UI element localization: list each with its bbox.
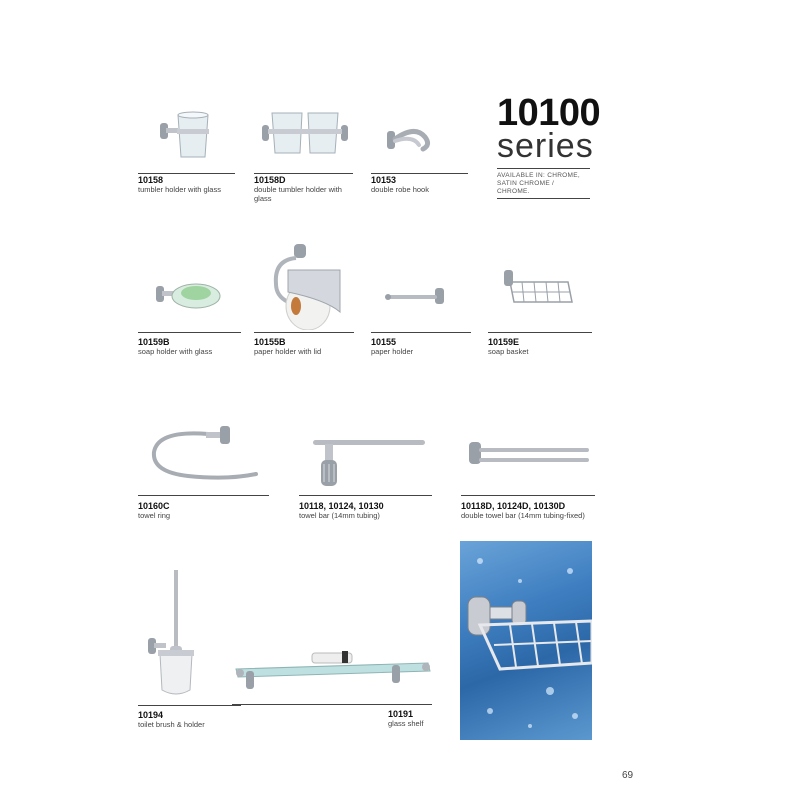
product-desc: double robe hook — [371, 185, 429, 194]
product-desc: toilet brush & holder — [138, 720, 205, 729]
availability-line-3: CHROME. — [497, 188, 530, 195]
product-rule — [138, 332, 241, 333]
product-desc: glass shelf — [388, 719, 424, 728]
product-rule — [371, 332, 471, 333]
product-code: 10159E — [488, 337, 520, 347]
product-10159E — [488, 268, 592, 368]
glass-shelf-image — [232, 645, 432, 695]
product-code: 10191 — [388, 709, 414, 719]
product-code: 10158D — [254, 175, 286, 185]
paper-holder-image — [383, 282, 453, 312]
page-number: 69 — [622, 770, 634, 781]
series-word: series — [497, 127, 594, 165]
product-rule — [138, 173, 235, 174]
product-10158D — [254, 105, 354, 205]
product-10159B — [138, 268, 238, 368]
soap-basket-image — [498, 268, 578, 310]
robe-hook-image — [385, 123, 441, 163]
towel-ring-image — [148, 424, 262, 488]
product-desc: soap basket — [488, 347, 529, 356]
series-number: 10100 — [497, 92, 601, 134]
product-10153 — [371, 105, 471, 205]
product-10155 — [371, 268, 471, 368]
towel-bar-image — [305, 434, 425, 492]
product-10155B — [254, 232, 354, 372]
product-desc: towel bar (14mm tubing) — [299, 511, 380, 520]
product-code: 10153 — [371, 175, 397, 185]
product-rule — [232, 704, 432, 705]
product-desc: double tumbler holder with glass — [254, 185, 342, 203]
product-rule — [488, 332, 592, 333]
double-towel-bar-image — [465, 440, 589, 476]
paper-holder-lid-image — [266, 240, 346, 330]
soap-basket-photo-image — [460, 541, 592, 740]
product-10118D — [461, 420, 595, 530]
product-code: 10159B — [138, 337, 170, 347]
product-code: 10158 — [138, 175, 164, 185]
product-code: 10155B — [254, 337, 286, 347]
product-10191 — [232, 645, 442, 735]
product-rule — [138, 705, 241, 706]
double-tumbler-holder-image — [260, 105, 350, 167]
series-rule-top — [497, 168, 590, 169]
product-10118 — [299, 420, 432, 530]
availability-line-1: AVAILABLE IN: CHROME, — [497, 172, 580, 179]
product-rule — [461, 495, 595, 496]
series-rule-bottom — [497, 198, 590, 199]
product-desc: double towel bar (14mm tubing-fixed) — [461, 511, 585, 520]
product-code: 10118, 10124, 10130 — [299, 501, 384, 511]
product-code: 10160C — [138, 501, 170, 511]
product-rule — [138, 495, 269, 496]
product-rule — [299, 495, 432, 496]
tumbler-holder-image — [158, 105, 218, 167]
availability-line-2: SATIN CHROME / — [497, 180, 555, 187]
product-desc: towel ring — [138, 511, 171, 520]
product-10158 — [138, 105, 238, 205]
product-desc: paper holder — [371, 347, 414, 356]
availability-note — [497, 172, 592, 196]
toilet-brush-image — [146, 570, 206, 700]
product-desc: paper holder with lid — [254, 347, 322, 356]
product-10160C — [138, 420, 270, 530]
product-code: 10155 — [371, 337, 397, 347]
product-code: 10118D, 10124D, 10130D — [461, 501, 566, 511]
soap-holder-image — [154, 274, 224, 314]
product-rule — [371, 173, 468, 174]
product-rule — [254, 173, 353, 174]
product-rule — [254, 332, 354, 333]
product-code: 10194 — [138, 710, 164, 720]
product-desc: soap holder with glass — [138, 347, 213, 356]
soap-basket-photo — [460, 541, 592, 740]
product-desc: tumbler holder with glass — [138, 185, 221, 194]
